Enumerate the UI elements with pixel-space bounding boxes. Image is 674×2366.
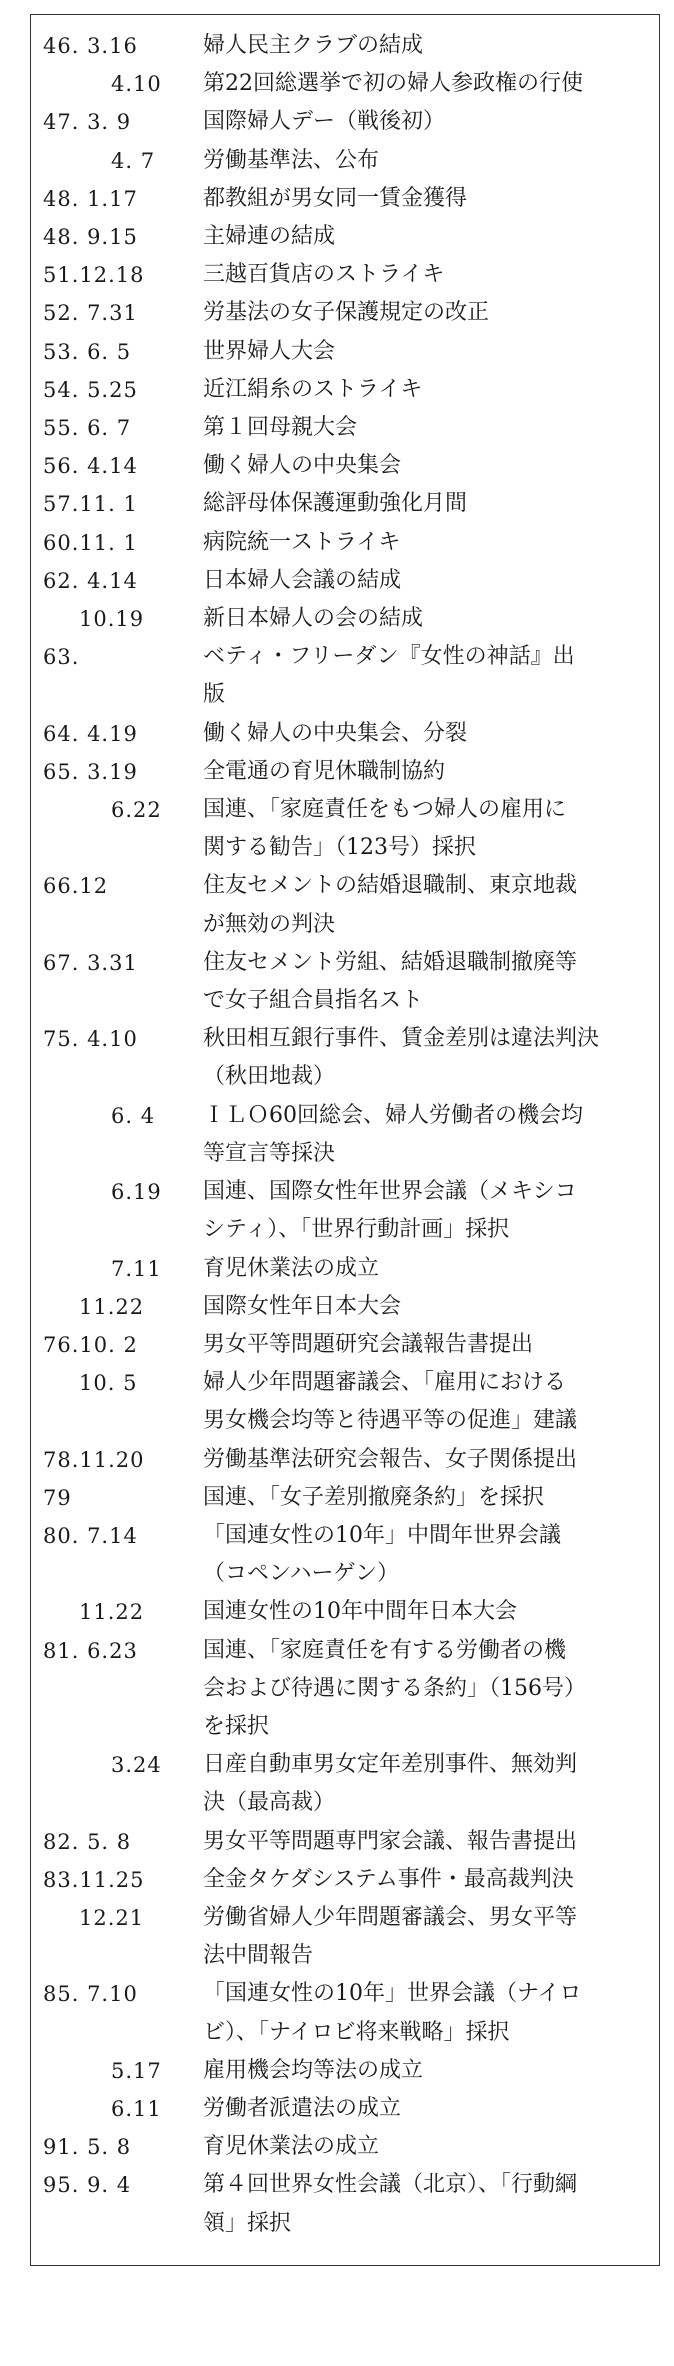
entry-event-line: 男女平等問題専門家会議、報告書提出 <box>203 1828 578 1854</box>
chronology-row <box>31 142 659 180</box>
entry-event-line: 国連、国際女性年世界会議（メキシコ <box>203 1179 577 1205</box>
entry-event-line: 会および待遇に関する条約」（156号） <box>203 1675 586 1701</box>
chronology-row <box>31 1441 659 1479</box>
entry-event <box>203 2166 659 2242</box>
chronology-row <box>31 1479 659 1517</box>
entry-event <box>203 1479 659 1517</box>
chronology-row <box>31 1020 659 1096</box>
entry-date: 63. <box>43 645 80 670</box>
entry-event-line: 第22回総選挙で初の婦人参政権の行使 <box>203 71 583 97</box>
entry-event <box>203 944 659 1020</box>
entry-event-line: 全電通の育児休職制協約 <box>203 758 446 784</box>
entry-event <box>203 562 659 600</box>
entry-event <box>203 1097 659 1173</box>
entry-event-line: 労働基準法、公布 <box>203 147 380 173</box>
chronology-row <box>31 371 659 409</box>
entry-event-line: 日本婦人会議の結成 <box>203 567 402 593</box>
entry-event <box>203 409 659 447</box>
chronology-row <box>31 1173 659 1249</box>
entry-event-line: 決（最高裁） <box>203 1790 336 1816</box>
entry-date: 3.24 <box>111 1753 162 1778</box>
entry-event <box>203 218 659 256</box>
entry-event-line: を採択 <box>203 1713 270 1739</box>
entry-event-line: 男女機会均等と待遇平等の促進」建議 <box>203 1408 578 1434</box>
entry-date: 47. 3. 9 <box>43 110 132 135</box>
entry-event <box>203 1173 659 1249</box>
chronology-row <box>31 256 659 294</box>
chronology-row <box>31 944 659 1020</box>
entry-event-line: が無効の判決 <box>203 911 336 937</box>
entry-event-line: 働く婦人の中央集会、分裂 <box>203 720 468 746</box>
chronology-row <box>31 753 659 791</box>
entry-event <box>203 600 659 638</box>
chronology-row <box>31 218 659 256</box>
chronology-row <box>31 103 659 141</box>
entry-event-line: 「国連女性の10年」世界会議（ナイロ <box>203 1981 582 2007</box>
entry-date: 5.17 <box>111 2058 162 2083</box>
entry-event-line: 等宣言等採決 <box>203 1140 336 1166</box>
entry-event-line: 育児休業法の成立 <box>203 2134 380 2160</box>
chronology-row <box>31 562 659 600</box>
entry-date: 76.10. 2 <box>43 1332 138 1357</box>
chronology-row <box>31 447 659 485</box>
entry-event <box>203 1364 659 1440</box>
chronology-row <box>31 1097 659 1173</box>
entry-date: 75. 4.10 <box>43 1027 138 1052</box>
entry-event <box>203 1020 659 1096</box>
chronology-row <box>31 1364 659 1440</box>
chronology-row <box>31 27 659 65</box>
chronology-row <box>31 1288 659 1326</box>
entry-event-line: ベティ・フリーダン『女性の神話』出 <box>203 644 575 670</box>
entry-event <box>203 2090 659 2128</box>
entry-date: 64. 4.19 <box>43 721 138 746</box>
entry-event-line: 国連、「家庭責任を有する労働者の機 <box>203 1637 567 1663</box>
entry-event-line: 国連、「家庭責任をもつ婦人の雇用に <box>203 797 567 823</box>
entry-date: 83.11.25 <box>43 1867 145 1892</box>
entry-date: 11.22 <box>79 1294 145 1319</box>
entry-date: 48. 9.15 <box>43 225 138 250</box>
entry-event-line: 国際女性年日本大会 <box>203 1293 402 1319</box>
entry-event <box>203 1326 659 1364</box>
entry-event-line: 新日本婦人の会の結成 <box>203 606 424 632</box>
entry-event-line: 国連女性の10年中間年日本大会 <box>203 1599 517 1625</box>
entry-date: 56. 4.14 <box>43 454 138 479</box>
entry-event-line: 育児休業法の成立 <box>203 1255 380 1281</box>
chronology-row <box>31 1632 659 1747</box>
entry-event-line: 男女平等問題研究会議報告書提出 <box>203 1331 534 1357</box>
chronology-row <box>31 1746 659 1822</box>
entry-event-line: ＩＬＯ60回総会、婦人労働者の機会均 <box>203 1102 583 1128</box>
entry-event <box>203 485 659 523</box>
entry-date: 95. 9. 4 <box>43 2173 132 2198</box>
entry-date: 6.11 <box>111 2096 162 2121</box>
chronology-row <box>31 524 659 562</box>
entry-date: 4. 7 <box>111 148 156 173</box>
entry-event <box>203 142 659 180</box>
entry-event <box>203 1861 659 1899</box>
entry-event-line: 総評母体保護運動強化月間 <box>203 491 468 517</box>
entry-date: 6.19 <box>111 1180 162 1205</box>
entry-event-line: シティ）、「世界行動計画」採択 <box>203 1217 510 1243</box>
chronology-row <box>31 1326 659 1364</box>
entry-date: 78.11.20 <box>43 1447 145 1472</box>
entry-date: 54. 5.25 <box>43 377 138 402</box>
entry-event-line: 近江絹糸のストライキ <box>203 376 423 402</box>
chronology-row <box>31 2128 659 2166</box>
entry-event-line: 第１回母親大会 <box>203 415 358 441</box>
entry-date: 6.22 <box>111 798 162 823</box>
entry-event <box>203 103 659 141</box>
entry-event-line: 労働基準法研究会報告、女子関係提出 <box>203 1446 578 1472</box>
chronology-row <box>31 180 659 218</box>
entry-date: 62. 4.14 <box>43 568 138 593</box>
chronology-table <box>30 14 660 2266</box>
entry-event <box>203 638 659 714</box>
entry-event <box>203 1288 659 1326</box>
entry-date: 51.12.18 <box>43 263 145 288</box>
entry-event-line: 秋田相互銀行事件、賃金差別は違法判決 <box>203 1026 600 1052</box>
chronology-row <box>31 333 659 371</box>
entry-date: 12.21 <box>79 1905 145 1930</box>
entry-event <box>203 1250 659 1288</box>
entry-event-line: 労基法の女子保護規定の改正 <box>203 300 490 326</box>
entry-event <box>203 447 659 485</box>
chronology-row <box>31 485 659 523</box>
chronology-row <box>31 791 659 867</box>
entry-event <box>203 791 659 867</box>
entry-date: 65. 3.19 <box>43 759 138 784</box>
entry-date: 79 <box>43 1485 72 1510</box>
entry-event-line: 労働者派遣法の成立 <box>203 2095 402 2121</box>
entry-event <box>203 2128 659 2166</box>
chronology-row <box>31 2166 659 2242</box>
entry-event <box>203 1899 659 1975</box>
entry-event-line: で女子組合員指名スト <box>203 988 424 1014</box>
entry-event <box>203 1593 659 1631</box>
entry-event <box>203 256 659 294</box>
entry-event <box>203 524 659 562</box>
entry-event <box>203 715 659 753</box>
entry-event-line: ビ）、「ナイロビ将来戦略」採択 <box>203 2019 510 2045</box>
entry-event <box>203 1632 659 1747</box>
entry-date: 55. 6. 7 <box>43 416 132 441</box>
entry-event <box>203 1823 659 1861</box>
entry-event-line: 住友セメントの結婚退職制、東京地裁 <box>203 873 578 899</box>
entry-event-line: 第４回世界女性会議（北京）、「行動綱 <box>203 2172 578 2198</box>
entry-date: 11.22 <box>79 1600 145 1625</box>
entry-date: 4.10 <box>111 72 162 97</box>
entry-event-line: 三越百貨店のストライキ <box>203 262 445 288</box>
entry-date: 48. 1.17 <box>43 186 138 211</box>
chronology-row <box>31 600 659 638</box>
entry-date: 85. 7.10 <box>43 1982 138 2007</box>
chronology-row <box>31 65 659 103</box>
entry-event <box>203 333 659 371</box>
entry-event-line: 労働省婦人少年問題審議会、男女平等 <box>203 1904 578 1930</box>
entry-event-line: 働く婦人の中央集会 <box>203 453 402 479</box>
entry-date: 80. 7.14 <box>43 1523 138 1548</box>
entry-date: 57.11. 1 <box>43 492 138 517</box>
chronology-row <box>31 1517 659 1593</box>
entry-event-line: 「国連女性の10年」中間年世界会議 <box>203 1522 561 1548</box>
entry-event-line: 国連、「女子差別撤廃条約」を採択 <box>203 1484 545 1510</box>
entry-date: 7.11 <box>111 1256 162 1281</box>
entry-event-line: 都教組が男女同一賃金獲得 <box>203 185 468 211</box>
entry-event <box>203 1517 659 1593</box>
entry-event-line: 法中間報告 <box>203 1943 314 1969</box>
entry-event-line: 主婦連の結成 <box>203 224 336 250</box>
entry-event <box>203 294 659 332</box>
chronology-row <box>31 638 659 714</box>
entry-event <box>203 753 659 791</box>
entry-date: 81. 6.23 <box>43 1638 138 1663</box>
entry-event-line: 住友セメント労組、結婚退職制撤廃等 <box>203 949 578 975</box>
entry-event <box>203 867 659 943</box>
entry-event <box>203 1441 659 1479</box>
entry-date: 91. 5. 8 <box>43 2135 132 2160</box>
entry-event-line: 版 <box>203 682 226 708</box>
chronology-row <box>31 1823 659 1861</box>
entry-event <box>203 2052 659 2090</box>
entry-event-line: 婦人民主クラブの結成 <box>203 33 424 58</box>
chronology-row <box>31 2090 659 2128</box>
entry-date: 82. 5. 8 <box>43 1829 132 1854</box>
entry-event-line: 病院統一ストライキ <box>203 529 401 555</box>
chronology-row <box>31 294 659 332</box>
entry-event <box>203 1746 659 1822</box>
chronology-row <box>31 2052 659 2090</box>
entry-event-line: 雇用機会均等法の成立 <box>203 2057 424 2083</box>
entry-date: 66.12 <box>43 874 109 899</box>
entry-event-line: 日産自動車男女定年差別事件、無効判 <box>203 1752 578 1778</box>
chronology-rows <box>31 27 659 2243</box>
entry-event-line: （コペンハーゲン） <box>203 1561 400 1587</box>
entry-event-line: 関する勧告」（123号）採択 <box>203 835 476 861</box>
entry-event-line: 国際婦人デー（戦後初） <box>203 109 446 135</box>
entry-date: 52. 7.31 <box>43 301 138 326</box>
entry-event <box>203 180 659 218</box>
chronology-row <box>31 1975 659 2051</box>
entry-event-line: 全金タケダシステム事件・最高裁判決 <box>203 1866 574 1892</box>
chronology-row <box>31 715 659 753</box>
entry-event <box>203 65 659 103</box>
entry-date: 67. 3.31 <box>43 950 138 975</box>
entry-date: 6. 4 <box>111 1103 156 1128</box>
chronology-row <box>31 867 659 943</box>
entry-event-line: 婦人少年問題審議会、「雇用における <box>203 1370 567 1396</box>
entry-date: 46. 3.16 <box>43 34 138 58</box>
entry-event <box>203 27 659 65</box>
chronology-row <box>31 1250 659 1288</box>
entry-date: 60.11. 1 <box>43 530 138 555</box>
entry-event-line: 世界婦人大会 <box>203 338 336 364</box>
chronology-row <box>31 1593 659 1631</box>
entry-event-line: 領」採択 <box>203 2210 292 2236</box>
chronology-row <box>31 409 659 447</box>
entry-event-line: （秋田地裁） <box>203 1064 336 1090</box>
entry-date: 10. 5 <box>79 1371 138 1396</box>
entry-date: 10.19 <box>79 607 145 632</box>
entry-event <box>203 371 659 409</box>
entry-event <box>203 1975 659 2051</box>
entry-date: 53. 6. 5 <box>43 339 132 364</box>
chronology-row <box>31 1899 659 1975</box>
chronology-row <box>31 1861 659 1899</box>
